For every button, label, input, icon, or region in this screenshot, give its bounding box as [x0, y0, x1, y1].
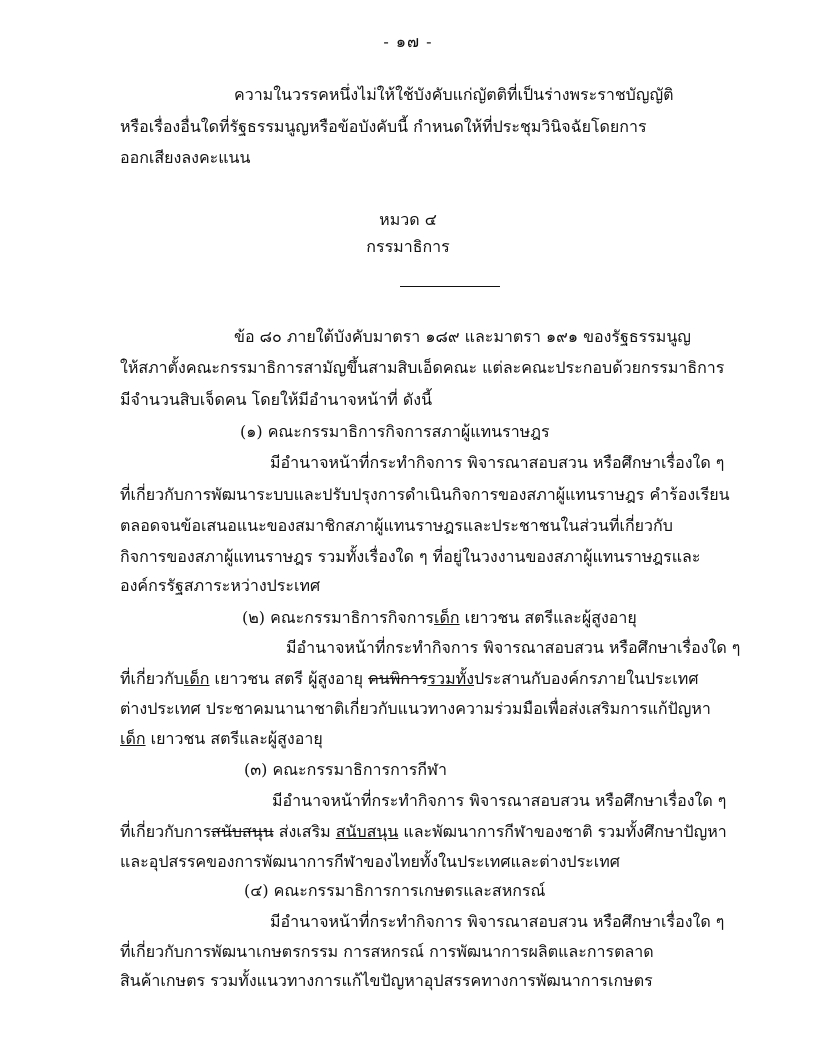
item-2-line-2-text-d: ประสานกับองค์กรภายในประเทศ	[474, 669, 699, 688]
item-1-line-4: กิจการของสภาผู้แทนราษฎร รวมทั้งเรื่องใด ๆ ที่อยู่ในวงงานของสภาผู้แทนราษฎรและ	[120, 547, 701, 566]
item-3-line-2-text-a: ที่เกี่ยวกับการ	[120, 822, 212, 841]
intro-line-2: หรือเรื่องอื่นใดที่รัฐธรรมนูญหรือข้อบังคับนี้ กำหนดให้ที่ประชุมวินิจฉัยโดยการ	[120, 117, 647, 136]
item-1-line-2: ที่เกี่ยวกับการพัฒนาระบบและปรับปรุงการดำเนินกิจการของสภาผู้แทนราษฎร คำร้องเรียน	[120, 485, 730, 504]
item-3-heading: (๓) คณะกรรมาธิการการกีฬา	[244, 760, 447, 779]
intro-line-3: ออกเสียงลงคะแนน	[120, 148, 251, 167]
item-3-line-2	[120, 821, 727, 843]
item-2-line-1: มีอำนาจหน้าที่กระทำกิจการ พิจารณาสอบสวน หรือศึกษาเรื่องใด ๆ	[286, 638, 741, 657]
chapter-divider	[400, 286, 500, 287]
item-1-heading: (๑) คณะกรรมาธิการกิจการสภาผู้แทนราษฎร	[240, 422, 550, 441]
item-3-line-1: มีอำนาจหน้าที่กระทำกิจการ พิจารณาสอบสวน หรือศึกษาเรื่องใด ๆ	[272, 791, 727, 810]
item-2-line-2-inserted: รวมทั้ง	[427, 669, 475, 688]
intro-line-1: ความในวรรคหนึ่งไม่ให้ใช้บังคับแก่ญัตติที่เป็นร่างพระราชบัญญัติ	[234, 85, 674, 104]
item-2-heading-rest: เยาวชน สตรีและผู้สูงอายุ	[459, 608, 637, 627]
item-2-heading-text: (๒) คณะกรรมาธิการกิจการ	[242, 608, 435, 627]
article-line-1: ข้อ ๘๐ ภายใต้บังคับมาตรา ๑๘๙ และมาตรา ๑๙๑ ของรัฐธรรมนูญ	[234, 327, 691, 346]
item-2-line-2	[120, 668, 698, 690]
item-4-heading: (๔) คณะกรรมาธิการการเกษตรและสหกรณ์	[244, 881, 546, 900]
item-2-line-4	[120, 728, 323, 750]
item-3-line-2-underlined: สนับสนุน	[335, 822, 399, 841]
item-4-line-3: สินค้าเกษตร รวมทั้งแนวทางการแก้ไขปัญหาอุปสรรคทางการพัฒนาการเกษตร	[120, 971, 653, 990]
item-1-line-1: มีอำนาจหน้าที่กระทำกิจการ พิจารณาสอบสวน หรือศึกษาเรื่องใด ๆ	[270, 453, 725, 472]
item-2-line-2-text-a: ที่เกี่ยวกับ	[120, 669, 184, 688]
item-2-heading-underlined: เด็ก	[434, 608, 460, 627]
item-2-line-3: ต่างประเทศ ประชาคมนานาชาติเกี่ยวกับแนวทางความร่วมมือเพื่อส่งเสริมการแก้ปัญหา	[120, 699, 711, 718]
item-3-line-2-text-c: และพัฒนาการกีฬาของชาติ รวมทั้งศึกษาปัญหา	[398, 822, 727, 841]
item-3-line-3: และอุปสรรคของการพัฒนาการกีฬาของไทยทั้งในประเทศและต่างประเทศ	[120, 852, 620, 871]
item-4-line-1: มีอำนาจหน้าที่กระทำกิจการ พิจารณาสอบสวน หรือศึกษาเรื่องใด ๆ	[270, 912, 725, 931]
item-1-line-3: ตลอดจนข้อเสนอแนะของสมาชิกสภาผู้แทนราษฎรและประชาชนในส่วนที่เกี่ยวกับ	[120, 516, 673, 535]
chapter-title: กรรมาธิการ	[366, 237, 450, 256]
item-2-heading	[242, 607, 637, 629]
article-line-3: มีจำนวนสิบเจ็ดคน โดยให้มีอำนาจหน้าที่ ดังนี้	[120, 390, 433, 409]
item-2-line-2-text-b: เยาวชน สตรี ผู้สูงอายุ	[209, 669, 369, 688]
item-3-line-2-strikethrough: สนับสนุน	[211, 822, 274, 841]
item-2-line-4-text: เยาวชน สตรีและผู้สูงอายุ	[145, 729, 323, 748]
chapter-number: หมวด ๔	[379, 210, 437, 229]
item-2-line-2-underlined: เด็ก	[183, 669, 210, 688]
item-4-line-2: ที่เกี่ยวกับการพัฒนาเกษตรกรรม การสหกรณ์ การพัฒนาการผลิตและการตลาด	[120, 942, 654, 961]
item-2-line-2-strikethrough: คนพิการ	[368, 669, 428, 688]
item-1-line-5: องค์กรรัฐสภาระหว่างประเทศ	[120, 576, 321, 595]
item-2-line-4-underlined: เด็ก	[120, 729, 146, 748]
page-number: - ๑๗ -	[383, 32, 433, 51]
article-line-2: ให้สภาตั้งคณะกรรมาธิการสามัญขึ้นสามสิบเอ็ดคณะ แต่ละคณะประกอบด้วยกรรมาธิการ	[120, 358, 725, 377]
item-3-line-2-text-b: ส่งเสริม	[273, 822, 336, 841]
